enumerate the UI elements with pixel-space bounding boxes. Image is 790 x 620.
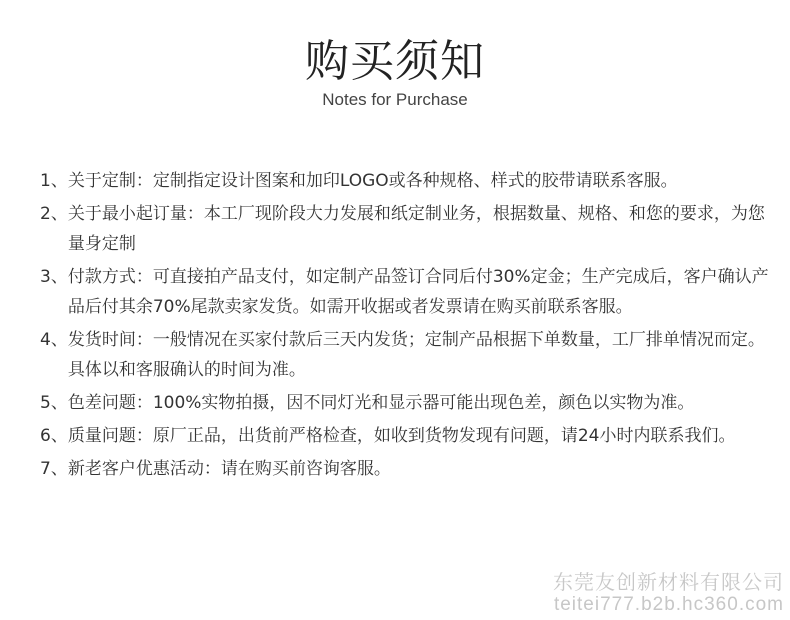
notes-list [40, 166, 770, 487]
note-number: 5、 [40, 393, 68, 413]
note-text: 色差问题：100%实物拍摄，因不同灯光和显示器可能出现色差，颜色以实物为准。 [67, 393, 695, 413]
page-subtitle: Notes for Purchase [322, 90, 468, 109]
note-item [40, 166, 770, 196]
note-text: 发货时间：一般情况在买家付款后三天内发货；定制产品根据下单数量，工厂排单情况而定。具体以和客服确认的时间为准。 [67, 330, 765, 380]
note-number: 7、 [40, 459, 68, 479]
note-text: 付款方式：可直接拍产品支付，如定制产品签订合同后付30%定金；生产完成后，客户确认产品后付其余70%尾款卖家发货。如需开收据或者发票请在购买前联系客服。 [67, 267, 769, 317]
page-title: 购买须知 [305, 36, 485, 87]
note-item [40, 454, 770, 484]
note-text: 关于定制：定制指定设计图案和加印LOGO或各种规格、样式的胶带请联系客服。 [67, 171, 678, 191]
note-text: 质量问题：原厂正品，出货前严格检查，如收到货物发现有问题，请24小时内联系我们。 [67, 426, 736, 446]
note-number: 3、 [40, 267, 68, 287]
note-item [40, 325, 770, 385]
note-item [40, 421, 770, 451]
note-number: 2、 [40, 204, 68, 224]
watermark-company: 东莞友创新材料有限公司 [553, 570, 784, 594]
watermark-url: teitei777.b2b.hc360.com [553, 594, 784, 615]
note-item [40, 199, 770, 259]
note-text: 新老客户优惠活动：请在购买前咨询客服。 [67, 459, 391, 479]
note-text: 关于最小起订量：本工厂现阶段大力发展和纸定制业务，根据数量、规格、和您的要求，为您量身定制 [67, 204, 765, 254]
note-number: 1、 [40, 171, 68, 191]
note-item [40, 262, 770, 322]
note-number: 4、 [40, 330, 68, 350]
note-number: 6、 [40, 426, 68, 446]
note-item [40, 388, 770, 418]
watermark [553, 570, 784, 616]
header [0, 38, 790, 110]
